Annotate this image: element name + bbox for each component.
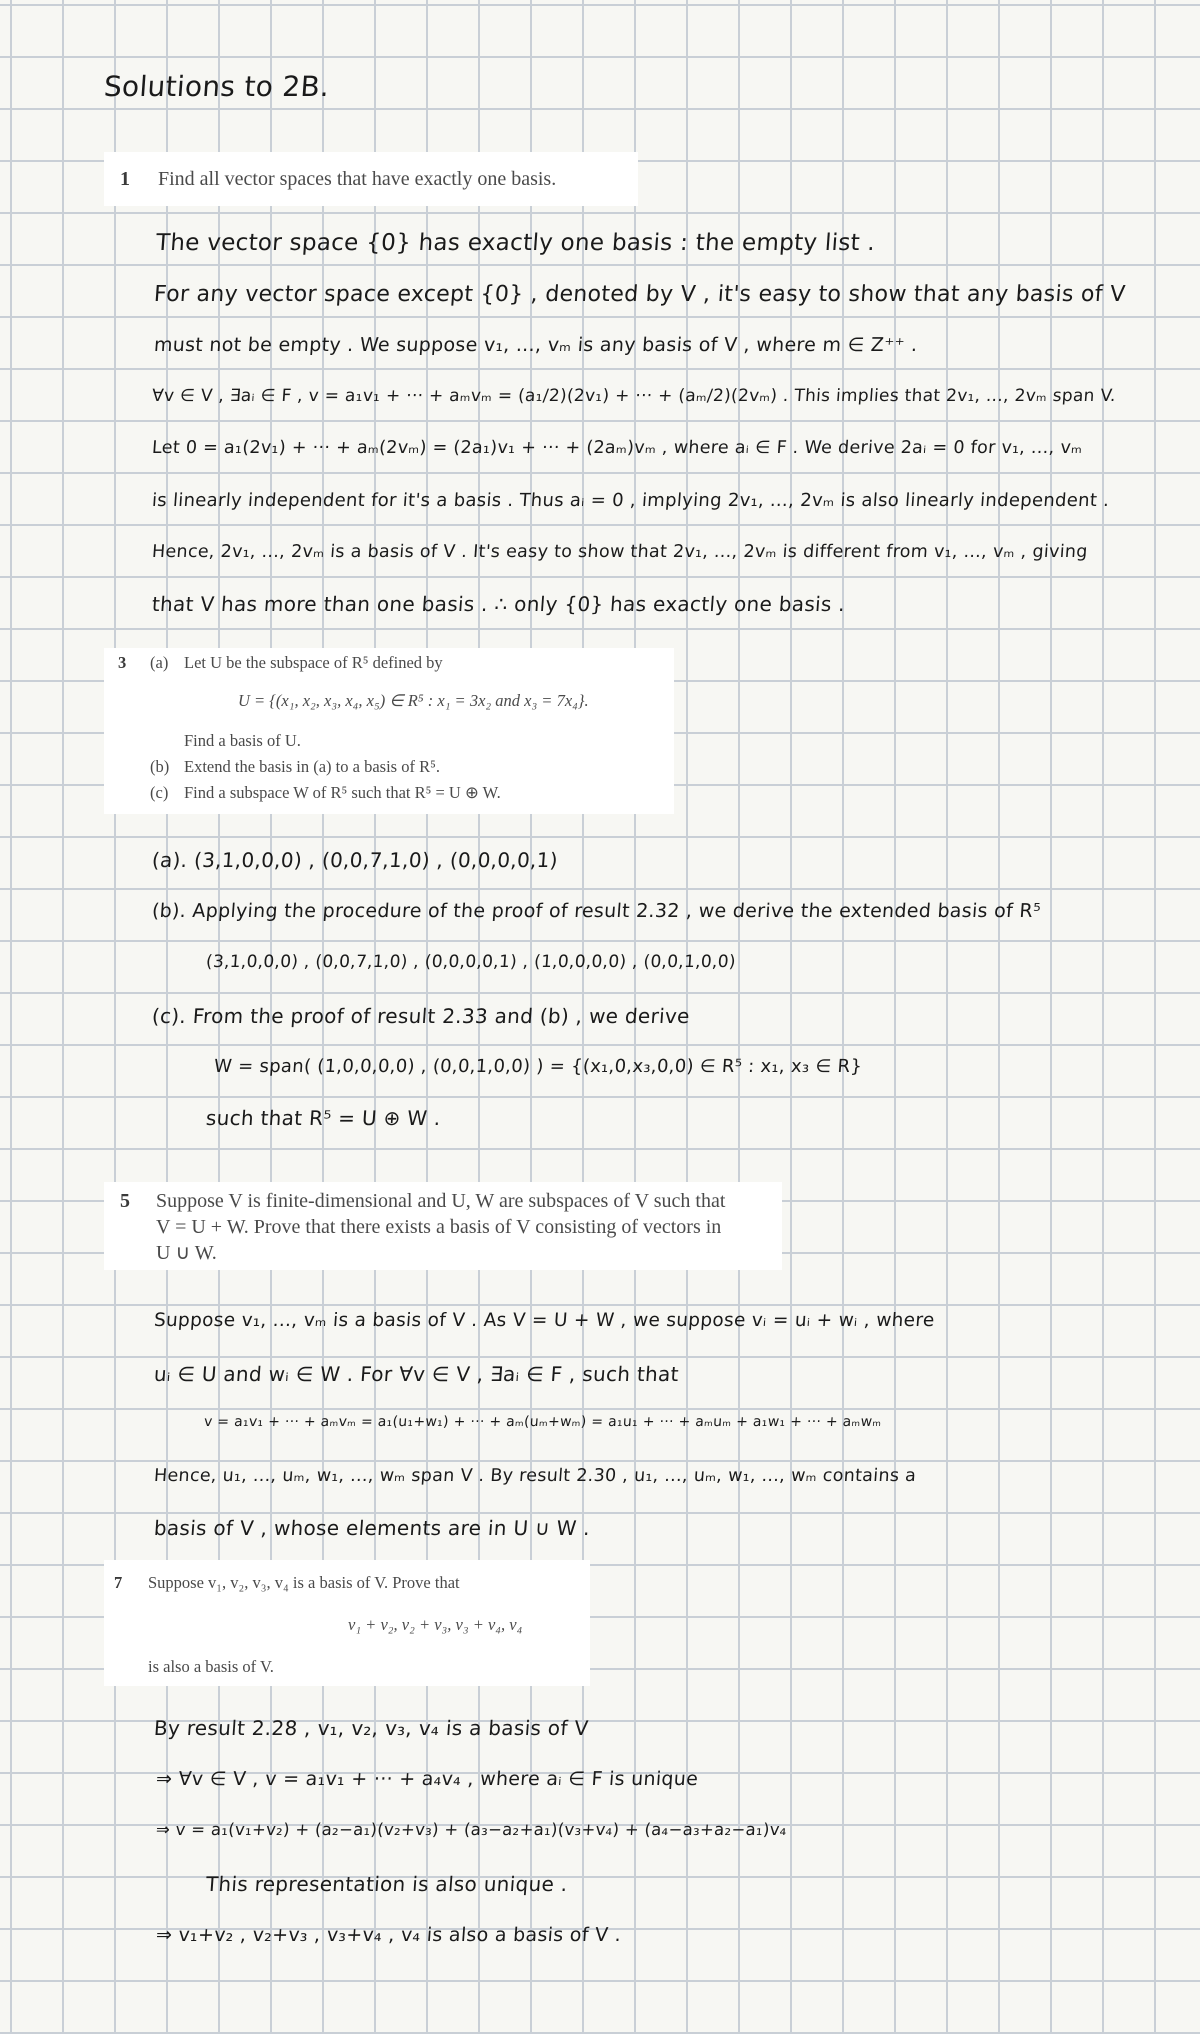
solution-line: ∀v ∈ V , ∃aᵢ ∈ F , v = a₁v₁ + ··· + aₘvₘ = (a₁/2)(2v₁) + ··· + (aₘ/2)(2vₘ) . This implies that 2v₁, ..., 2vₘ span V. — [151, 386, 1117, 406]
solution-line: such that R⁵ = U ⊕ W . — [205, 1106, 442, 1130]
solution-line: The vector space {0} has exactly one basis : the empty list . — [155, 230, 877, 256]
part-label: (a) — [150, 653, 169, 672]
part-label: (b) — [150, 757, 170, 776]
solution-line: Hence, 2v₁, ..., 2vₘ is a basis of V . It's easy to show that 2v₁, ..., 2vₘ is different from v₁, ..., vₘ , giving — [151, 542, 1089, 562]
solution-line: ⇒ v = a₁(v₁+v₂) + (a₂−a₁)(v₂+v₃) + (a₃−a₂+a₁)(v₃+v₄) + (a₄−a₃+a₂−a₁)v₄ — [155, 1820, 788, 1839]
solution-line: basis of V , whose elements are in U ∪ W . — [153, 1516, 591, 1540]
problem-1-box — [104, 152, 638, 206]
problem-statement: U ∪ W. — [156, 1242, 217, 1264]
problem-5-box — [104, 1182, 782, 1270]
problem-number: 1 — [120, 168, 130, 190]
part-label: (c) — [150, 783, 169, 802]
problem-number: 5 — [120, 1190, 130, 1212]
solution-line: is linearly independent for it's a basis . Thus aᵢ = 0 , implying 2v₁, ..., 2vₘ is also linearly independent . — [151, 490, 1110, 511]
problem-formula: v₁ + v₂, v₂ + v₃, v₃ + v₄, v₄ — [348, 1615, 523, 1634]
solution-line: Hence, u₁, ..., uₘ, w₁, ..., wₘ span V . By result 2.30 , u₁, ..., uₘ, w₁, ..., wₘ contains a — [153, 1466, 917, 1486]
problem-statement: Find a basis of U. — [184, 731, 301, 750]
solution-line: (3,1,0,0,0) , (0,0,7,1,0) , (0,0,0,0,1) , (1,0,0,0,0) , (0,0,1,0,0) — [205, 952, 737, 972]
solution-line: ⇒ v₁+v₂ , v₂+v₃ , v₃+v₄ , v₄ is also a basis of V . — [155, 1924, 622, 1946]
problem-number: 7 — [114, 1573, 123, 1592]
problem-statement: Suppose V is finite-dimensional and U, W are subspaces of V such that — [156, 1190, 726, 1212]
problem-statement: Find a subspace W of R⁵ such that R⁵ = U ⊕ W. — [184, 783, 501, 802]
solution-line: For any vector space except {0} , denoted by V , it's easy to show that any basis of V — [153, 282, 1127, 307]
solution-line: (b). Applying the procedure of the proof of result 2.32 , we derive the extended basis of R⁵ — [151, 900, 1042, 922]
problem-number: 3 — [118, 653, 127, 672]
problem-7-box — [104, 1560, 590, 1686]
solution-line: uᵢ ∈ U and wᵢ ∈ W . For ∀v ∈ V , ∃aᵢ ∈ F , such that — [153, 1362, 680, 1386]
problem-statement: Extend the basis in (a) to a basis of R⁵. — [184, 757, 440, 776]
solution-line: W = span( (1,0,0,0,0) , (0,0,1,0,0) ) = {(x₁,0,x₃,0,0) ∈ R⁵ : x₁, x₃ ∈ R} — [213, 1056, 863, 1077]
problem-statement: Find all vector spaces that have exactly one basis. — [158, 168, 557, 190]
solution-line: Let 0 = a₁(2v₁) + ··· + aₘ(2vₘ) = (2a₁)v₁ + ··· + (2aₘ)vₘ , where aᵢ ∈ F . We derive 2aᵢ = 0 for v₁, ..., vₘ — [151, 438, 1083, 458]
solution-line: v = a₁v₁ + ··· + aₘvₘ = a₁(u₁+w₁) + ··· + aₘ(uₘ+wₘ) = a₁u₁ + ··· + aₘuₘ + a₁w₁ + ··· + aₘwₘ — [203, 1414, 882, 1430]
solution-line: that V has more than one basis . ∴ only {0} has exactly one basis . — [151, 592, 846, 616]
problem-statement: Suppose v₁, v₂, v₃, v₄ is a basis of V. Prove that — [148, 1573, 460, 1592]
problem-statement: is also a basis of V. — [148, 1657, 274, 1676]
solution-line: By result 2.28 , v₁, v₂, v₃, v₄ is a basis of V — [153, 1716, 590, 1740]
solution-line: must not be empty . We suppose v₁, ..., vₘ is any basis of V , where m ∈ Z⁺⁺ . — [153, 334, 919, 356]
page-title: Solutions to 2B. — [102, 70, 331, 103]
solution-line: This representation is also unique . — [205, 1872, 569, 1896]
solution-line: Suppose v₁, ..., vₘ is a basis of V . As V = U + W , we suppose vᵢ = uᵢ + wᵢ , where — [153, 1310, 936, 1331]
problem-formula: U = {(x₁, x₂, x₃, x₄, x₅) ∈ R⁵ : x₁ = 3x₂ and x₃ = 7x₄}. — [238, 691, 589, 710]
problem-statement: V = U + W. Prove that there exists a basis of V consisting of vectors in — [156, 1216, 722, 1238]
solution-line: (a). (3,1,0,0,0) , (0,0,7,1,0) , (0,0,0,0,1) — [151, 848, 559, 872]
solution-line: ⇒ ∀v ∈ V , v = a₁v₁ + ··· + a₄v₄ , where aᵢ ∈ F is unique — [155, 1768, 699, 1790]
problem-statement: Let U be the subspace of R⁵ defined by — [184, 653, 443, 672]
problem-3-box — [104, 648, 674, 814]
solution-line: (c). From the proof of result 2.33 and (b) , we derive — [151, 1004, 691, 1028]
